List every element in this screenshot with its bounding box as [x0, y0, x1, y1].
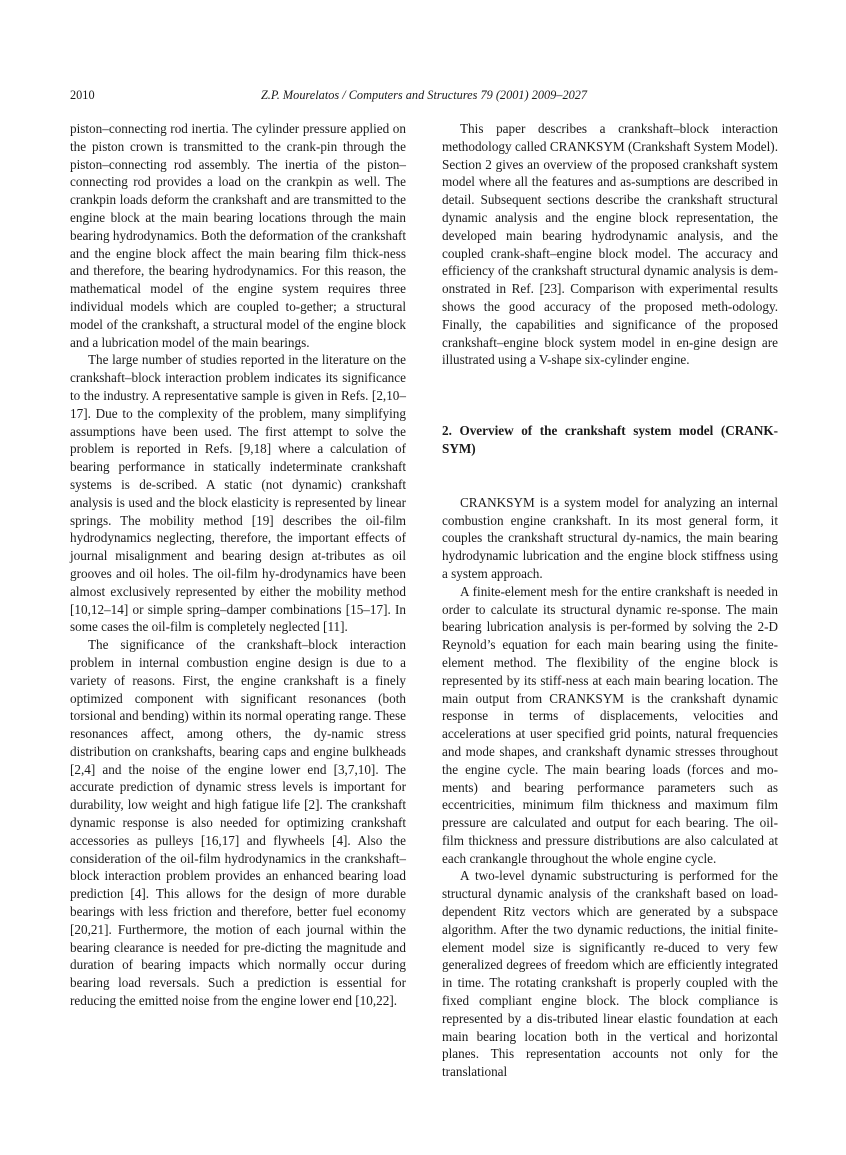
left-paragraph-1: piston–connecting rod inertia. The cylinder pressure applied on the piston crown is transmitted to the crank-pin through the piston–connecting rod assembly. The inertia of the piston–connecting rod provides a load on the crankpin as well. The crankpin loads deform the crankshaft and are transmitted to the engine block at the main bearing locations through the main bearing hydrodynamics. Both the deformation of the crankshaft and the engine block affect the main bearing film thick-ness and therefore, the bearing hydrodynamics. For this reason, the mathematical model of the engine system requires three individual models which are coupled to-gether; a structural model of the crankshaft, a structural model of the engine block and a lubrication model of the main bearings.	[70, 121, 406, 350]
section-title: 2. Overview of the crankshaft system model (CRANK-SYM)	[442, 423, 778, 456]
right-paragraph-2: A finite-element mesh for the entire crankshaft is needed in order to calculate its structural dynamic re-sponse. The main bearing lubrication analysis is per-formed by solving the 2-D Reynold’s equation for each main bearing using the finite-element method. The flexibility of the engine block is represented by its stiff-ness at each main bearing location. The main output from CRANKSYM is the crankshaft dynamic response in terms of displacements, velocities and accelerations at user specified grid points, natural frequencies and mode shapes, and crankshaft dynamic stresses throughout the engine cycle. The main bearing loads (forces and mo-ments) and bearing performance parameters such as eccentricities, minimum film thickness and maximum film pressure are calculated and output for each bearing. The oil-film thickness and pressure distributions are also calculated at each crankangle throughout the whole engine cycle.	[442, 583, 778, 866]
right-paragraph-3: A two-level dynamic substructuring is performed for the structural dynamic analysis of the crankshaft based on load-dependent Ritz vectors which are generated by a subspace algorithm. After the two dynamic reductions, the initial finite-element model size is significantly re-duced to very few generalized degrees of freedom which are efficiently integrated in time. The rotating crankshaft is properly coupled with the fixed compliant engine block. The block compliance is represented by a dis-tributed linear elastic foundation at each main bearing location both in the vertical and horizontal planes. This representation accounts not only for the translational	[442, 868, 778, 1080]
right-paragraph-1: CRANKSYM is a system model for analyzing an internal combustion engine crankshaft. In its most general form, it couples the crankshaft structural dy-namics, the main bearing hydrodynamic lubrication and the engine block stiffness using a system approach.	[442, 494, 778, 581]
page-number: 2010	[70, 88, 95, 102]
spacer	[442, 369, 778, 422]
left-column	[70, 120, 406, 1010]
running-head: Z.P. Mourelatos / Computers and Structures 79 (2001) 2009–2027	[260, 88, 588, 102]
page-header	[70, 88, 778, 104]
right-intro-paragraph: This paper describes a crankshaft–block interaction methodology called CRANKSYM (Crankshaft System Model). Section 2 gives an overview of the proposed crankshaft system model where all the features and as-sumptions are described in detail. Subsequent sections describe the crankshaft structural dynamic analysis and the engine block representation, the developed main bearing hydrodynamic analysis, and the coupled crank-shaft–engine block model. The accuracy and efficiency of the crankshaft structural dynamic analysis is dem-onstrated in Ref. [23]. Comparison with experimental results shows the good accuracy of the proposed meth-odology. Finally, the capabilities and significance of the proposed crankshaft–engine block system model in en-gine design are illustrated using a V-shape six-cylinder engine.	[442, 121, 778, 368]
left-paragraph-2: The large number of studies reported in the literature on the crankshaft–block interaction problem indicates its significance to the industry. A representative sample is given in Refs. [2,10–17]. Due to the complexity of the problem, many simplifying assumptions have been used. The first attempt to solve the problem is reported in Refs. [9,18] where a calculation of bearing performance in statically indeterminate crankshaft systems is de-scribed. A static (not dynamic) crankshaft analysis is used and the block elasticity is represented by linear springs. The mobility method [19] describes the oil-film hydrodynamics neglecting, therefore, the important effects of journal misalignment and bearing design at-tributes as oil grooves and oil holes. The oil-film hy-drodynamics have been almost exclusively represented by either the mobility method [10,12–14] or simple spring–damper combinations [15–17]. In some cases the oil-film is completely neglected [11].	[70, 352, 406, 635]
spacer	[442, 458, 778, 494]
right-column	[442, 120, 778, 1081]
left-paragraph-3: The significance of the crankshaft–block interaction problem in internal combustion engine design is due to a variety of reasons. First, the engine crankshaft is a finely optimized component with significant resonances (both torsional and bending) within its normal operating range. These resonances affect, among others, the dy-namic stress distribution on crankshafts, bearing caps and engine bulkheads [2,4] and the noise of the engine lower end [3,7,10]. The accurate prediction of dynamic stress levels is important for durability, low weight and high fatigue life [2]. The crankshaft dynamic response is also needed for optimizing crankshaft accessories as pulleys [16,17] and flywheels [4]. Also the consideration of the oil-film hydrodynamics in the crankshaft–block interaction problem provides an enhanced bearing load prediction [4]. This allows for the design of more durable bearings with less friction and therefore, better fuel economy [20,21]. Furthermore, the motion of each journal within the bearing clearance is needed for pre-dicting the magnitude and duration of bearing impacts which normally occur during bearing load reversals. Such a prediction is essential for reducing the emitted noise from the engine lower end [10,22].	[70, 637, 406, 1009]
